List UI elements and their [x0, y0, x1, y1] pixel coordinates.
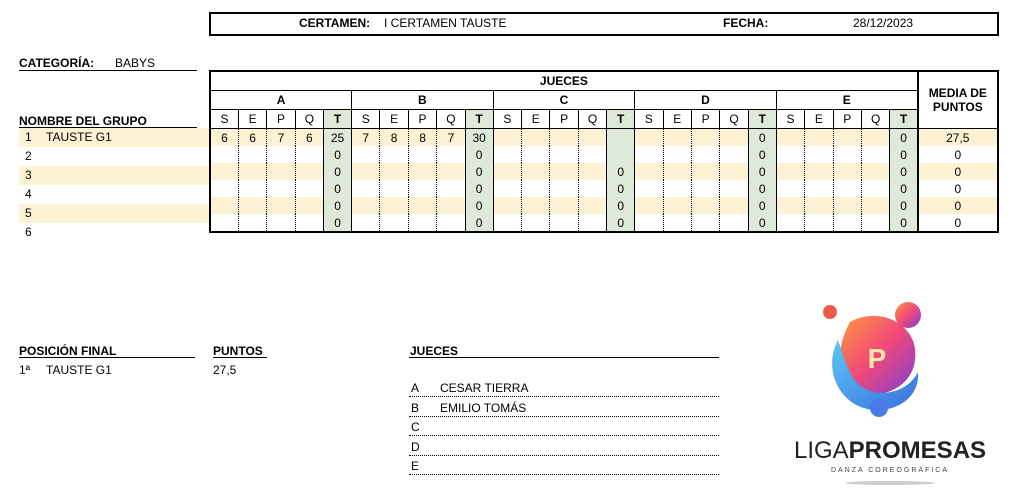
score-cell: 7 — [437, 129, 465, 147]
score-cell — [295, 197, 323, 214]
score-cell — [408, 146, 436, 163]
judge-dotted-line — [409, 416, 719, 417]
score-cell — [578, 163, 606, 180]
col-header-a-e: E — [238, 110, 266, 129]
score-cell — [663, 163, 691, 180]
group-number: 6 — [25, 225, 32, 239]
score-cell: 0 — [324, 146, 352, 163]
score-cell — [408, 163, 436, 180]
judge-header-d: D — [635, 91, 777, 110]
score-cell — [861, 180, 889, 197]
score-cell — [833, 197, 861, 214]
result-position: 1ª — [19, 363, 31, 377]
judge-header-e: E — [776, 91, 918, 110]
score-cell — [805, 214, 833, 232]
jueces-title: JUECES — [210, 71, 918, 91]
score-cell: 0 — [607, 180, 635, 197]
score-cell: 0 — [607, 197, 635, 214]
score-cell: 0 — [324, 214, 352, 232]
score-cell: 0 — [890, 214, 918, 232]
col-header-e-q: Q — [861, 110, 889, 129]
score-cell — [607, 129, 635, 147]
categoria-value: BABYS — [115, 56, 156, 70]
score-cell — [352, 180, 380, 197]
col-header-b-p: P — [408, 110, 436, 129]
score-cell — [578, 197, 606, 214]
score-cell — [267, 163, 295, 180]
score-cell — [380, 146, 408, 163]
score-cell — [437, 197, 465, 214]
col-header-d-q: Q — [720, 110, 748, 129]
score-cell — [720, 180, 748, 197]
score-cell — [380, 197, 408, 214]
posicion-underline — [19, 357, 195, 358]
score-cell — [210, 197, 238, 214]
score-cell — [663, 146, 691, 163]
score-cell: 0 — [748, 163, 776, 180]
score-cell: 0 — [890, 163, 918, 180]
group-number: 4 — [25, 187, 32, 201]
score-cell: 30 — [465, 129, 493, 147]
score-cell: 0 — [324, 163, 352, 180]
score-cell — [238, 163, 266, 180]
score-cell: 0 — [748, 146, 776, 163]
score-cell — [493, 163, 521, 180]
score-cell: 0 — [465, 163, 493, 180]
table-row — [210, 146, 998, 163]
score-cell — [210, 146, 238, 163]
score-cell: 0 — [465, 197, 493, 214]
col-header-e-p: P — [833, 110, 861, 129]
score-cell — [861, 197, 889, 214]
score-cell: 0 — [607, 163, 635, 180]
score-cell — [550, 214, 578, 232]
score-cell: 0 — [324, 180, 352, 197]
score-cell — [267, 180, 295, 197]
logo-mark-icon — [780, 300, 1000, 490]
score-cell — [493, 146, 521, 163]
score-cell — [776, 163, 804, 180]
score-cell — [493, 214, 521, 232]
score-cell — [578, 180, 606, 197]
table-row — [210, 180, 998, 197]
score-table — [209, 70, 999, 233]
score-cell — [295, 163, 323, 180]
score-cell — [408, 180, 436, 197]
score-cell — [805, 129, 833, 147]
score-cell — [550, 163, 578, 180]
col-header-c-q: Q — [578, 110, 606, 129]
judge-letter: C — [411, 420, 420, 434]
jueces-list-underline — [409, 357, 719, 358]
score-cell — [663, 180, 691, 197]
score-cell — [578, 146, 606, 163]
logo-brand — [794, 437, 986, 464]
puntos-underline — [213, 357, 267, 358]
score-cell — [861, 146, 889, 163]
score-cell — [635, 197, 663, 214]
score-cell — [861, 129, 889, 147]
score-cell — [238, 214, 266, 232]
result-points: 27,5 — [213, 363, 237, 377]
score-cell: 0 — [324, 197, 352, 214]
score-cell — [691, 129, 719, 147]
table-row — [210, 163, 998, 180]
score-cell — [776, 214, 804, 232]
score-cell — [522, 197, 550, 214]
score-cell: 0 — [890, 197, 918, 214]
group-number: 1 — [25, 130, 32, 144]
col-header-c-p: P — [550, 110, 578, 129]
score-cell — [352, 214, 380, 232]
group-number: 5 — [25, 206, 32, 220]
group-name: TAUSTE G1 — [46, 130, 112, 144]
score-cell — [720, 146, 748, 163]
col-header-e-t: T — [890, 110, 918, 129]
score-cell: 0 — [607, 214, 635, 232]
score-cell — [550, 197, 578, 214]
score-cell — [861, 163, 889, 180]
logo-tagline: DANZA COREOGRAFICA — [830, 467, 950, 474]
score-cell: 6 — [238, 129, 266, 147]
score-cell — [352, 163, 380, 180]
score-cell — [408, 214, 436, 232]
judge-header-b: B — [352, 91, 494, 110]
score-cell — [408, 197, 436, 214]
score-cell: 0 — [465, 214, 493, 232]
media-cell: 0 — [918, 163, 998, 180]
score-cell: 0 — [465, 180, 493, 197]
col-header-a-p: P — [267, 110, 295, 129]
score-cell — [352, 146, 380, 163]
score-cell: 7 — [352, 129, 380, 147]
table-row — [210, 214, 998, 232]
score-cell — [776, 197, 804, 214]
logo-brand-bold: PROMESAS — [848, 437, 987, 464]
score-cell — [635, 214, 663, 232]
score-cell: 0 — [890, 129, 918, 147]
judge-dotted-line — [409, 474, 719, 475]
score-cell — [833, 180, 861, 197]
score-cell — [805, 146, 833, 163]
result-name: TAUSTE G1 — [46, 363, 112, 377]
score-cell — [522, 163, 550, 180]
col-header-d-t: T — [748, 110, 776, 129]
score-cell — [805, 197, 833, 214]
score-cell — [833, 129, 861, 147]
col-header-b-e: E — [380, 110, 408, 129]
score-cell — [691, 197, 719, 214]
col-header-e-e: E — [805, 110, 833, 129]
judge-name: CESAR TIERRA — [440, 381, 529, 395]
score-cell: 7 — [267, 129, 295, 147]
score-cell — [437, 163, 465, 180]
categoria-label: CATEGORÍA: — [19, 56, 95, 70]
group-row — [19, 204, 209, 223]
judge-letter: D — [411, 439, 420, 454]
score-cell: 6 — [295, 129, 323, 147]
judge-name: EMILIO TOMÁS — [440, 400, 527, 415]
score-cell — [691, 146, 719, 163]
media-header: MEDIA DE PUNTOS — [918, 71, 998, 129]
score-cell — [522, 146, 550, 163]
score-cell — [352, 197, 380, 214]
score-cell — [550, 180, 578, 197]
certamen-label: CERTAMEN: — [299, 16, 371, 30]
score-cell — [691, 214, 719, 232]
score-cell — [833, 214, 861, 232]
score-cell — [238, 197, 266, 214]
judge-letter: B — [411, 400, 420, 415]
col-header-c-s: S — [493, 110, 521, 129]
score-cell — [493, 129, 521, 147]
logo-letter: P — [867, 343, 887, 374]
group-number: 3 — [25, 168, 32, 182]
judge-dotted-line — [409, 455, 719, 456]
judge-letter: E — [411, 459, 420, 473]
score-cell — [550, 146, 578, 163]
score-cell — [210, 163, 238, 180]
score-cell — [578, 129, 606, 147]
score-cell: 0 — [748, 180, 776, 197]
score-cell: 0 — [890, 146, 918, 163]
posicion-final-header: POSICIÓN FINAL — [19, 344, 117, 358]
score-cell — [238, 180, 266, 197]
score-cell — [635, 146, 663, 163]
judge-header-a: A — [210, 91, 352, 110]
score-cell — [635, 180, 663, 197]
certamen-value: I CERTAMEN TAUSTE — [384, 16, 507, 30]
group-name-header: NOMBRE DEL GRUPO — [19, 114, 147, 128]
score-cell — [295, 214, 323, 232]
score-cell — [493, 197, 521, 214]
score-cell — [493, 180, 521, 197]
media-cell: 0 — [918, 214, 998, 232]
score-cell — [635, 129, 663, 147]
col-header-a-q: Q — [295, 110, 323, 129]
score-cell — [522, 180, 550, 197]
score-cell — [380, 180, 408, 197]
score-cell — [691, 163, 719, 180]
score-cell — [522, 214, 550, 232]
score-cell — [522, 129, 550, 147]
score-cell — [380, 163, 408, 180]
media-cell: 0 — [918, 180, 998, 197]
col-header-b-q: Q — [437, 110, 465, 129]
score-cell — [578, 214, 606, 232]
score-cell — [380, 214, 408, 232]
score-cell — [805, 180, 833, 197]
judge-dotted-line — [409, 435, 719, 436]
score-cell: 25 — [324, 129, 352, 147]
score-cell — [720, 163, 748, 180]
score-cell — [295, 146, 323, 163]
score-cell — [663, 197, 691, 214]
score-cell — [210, 214, 238, 232]
score-cell — [833, 163, 861, 180]
group-row — [19, 147, 209, 166]
col-header-c-t: T — [607, 110, 635, 129]
judge-letter: A — [411, 381, 420, 395]
score-cell: 0 — [465, 146, 493, 163]
categoria-underline — [19, 70, 197, 71]
group-number: 2 — [25, 149, 32, 163]
score-cell — [776, 129, 804, 147]
judge-dotted-line — [409, 396, 719, 397]
fecha-label: FECHA: — [723, 16, 769, 30]
liga-promesas-logo — [780, 300, 1000, 490]
score-cell — [267, 214, 295, 232]
logo-brand-light: LIGA — [793, 437, 849, 464]
media-cell: 27,5 — [918, 129, 998, 147]
score-cell: 0 — [748, 214, 776, 232]
media-cell: 0 — [918, 197, 998, 214]
score-cell — [861, 214, 889, 232]
score-cell — [720, 197, 748, 214]
score-cell — [635, 163, 663, 180]
score-cell: 6 — [210, 129, 238, 147]
score-cell: 0 — [748, 129, 776, 147]
group-row — [19, 166, 209, 185]
score-cell — [720, 129, 748, 147]
fecha-value: 28/12/2023 — [853, 16, 914, 30]
score-cell — [691, 180, 719, 197]
jueces-list-header: JUECES — [410, 344, 459, 358]
puntos-header: PUNTOS — [213, 344, 263, 358]
score-cell — [607, 146, 635, 163]
score-cell: 8 — [380, 129, 408, 147]
col-header-a-s: S — [210, 110, 238, 129]
score-cell — [267, 146, 295, 163]
judge-header-c: C — [493, 91, 635, 110]
score-cell — [663, 214, 691, 232]
col-header-d-e: E — [663, 110, 691, 129]
group-row — [19, 128, 209, 147]
score-cell — [238, 146, 266, 163]
group-row — [19, 223, 209, 242]
score-cell: 0 — [748, 197, 776, 214]
col-header-b-s: S — [352, 110, 380, 129]
col-header-a-t: T — [324, 110, 352, 129]
header-box — [209, 12, 999, 36]
score-cell — [437, 180, 465, 197]
score-cell — [776, 180, 804, 197]
col-header-e-s: S — [776, 110, 804, 129]
score-cell — [720, 214, 748, 232]
col-header-d-s: S — [635, 110, 663, 129]
score-cell — [550, 129, 578, 147]
score-cell — [267, 197, 295, 214]
col-header-d-p: P — [691, 110, 719, 129]
table-row — [210, 197, 998, 214]
col-header-c-e: E — [522, 110, 550, 129]
score-cell — [663, 129, 691, 147]
group-row — [19, 185, 209, 204]
score-cell — [210, 180, 238, 197]
col-header-b-t: T — [465, 110, 493, 129]
score-cell — [437, 214, 465, 232]
table-row — [210, 129, 998, 147]
score-cell — [776, 146, 804, 163]
score-cell — [805, 163, 833, 180]
media-cell: 0 — [918, 146, 998, 163]
score-cell: 0 — [890, 180, 918, 197]
score-cell — [437, 146, 465, 163]
score-cell — [833, 146, 861, 163]
score-cell: 8 — [408, 129, 436, 147]
score-cell — [295, 180, 323, 197]
